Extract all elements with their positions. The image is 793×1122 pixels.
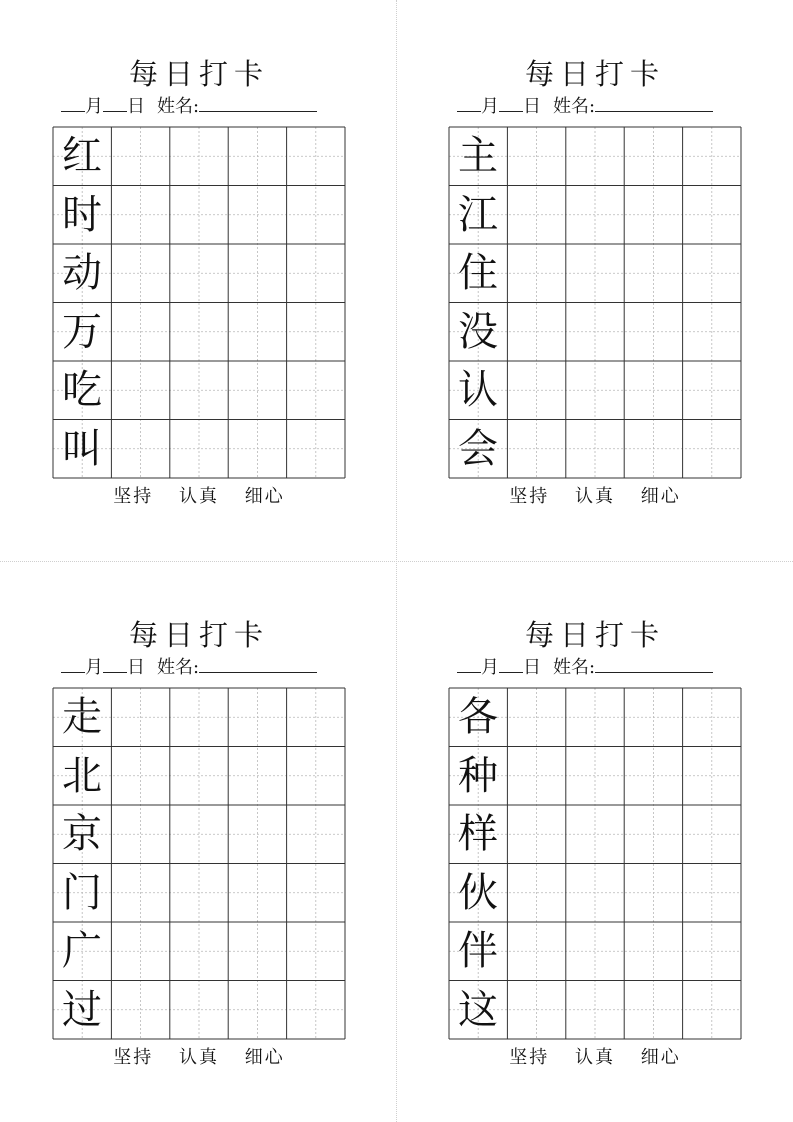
model-character-5: 伴	[458, 928, 498, 974]
name-blank[interactable]	[199, 654, 317, 673]
model-character-5: 认	[458, 367, 498, 413]
month-blank[interactable]	[61, 93, 85, 112]
card-title: 每日打卡	[128, 618, 269, 652]
month-label: 月	[85, 657, 103, 678]
model-character-3: 动	[62, 250, 102, 296]
model-character-3: 样	[458, 811, 498, 857]
day-blank[interactable]	[103, 93, 127, 112]
practice-card-3	[53, 561, 345, 1068]
month-blank[interactable]	[61, 654, 85, 673]
model-character-1: 红	[62, 133, 102, 179]
model-character-1: 走	[62, 694, 102, 740]
model-character-5: 吃	[62, 367, 102, 413]
model-character-2: 种	[458, 752, 498, 799]
name-label: 姓名:	[553, 657, 596, 678]
motto-persist: 坚持	[509, 486, 550, 507]
motto-row	[449, 1044, 741, 1072]
day-blank[interactable]	[499, 654, 523, 673]
practice-card-4	[449, 561, 741, 1068]
month-label: 月	[85, 96, 103, 117]
motto-serious: 认真	[179, 486, 219, 507]
model-character-1: 主	[458, 133, 498, 179]
model-character-6: 这	[458, 986, 498, 1033]
month-label: 月	[481, 96, 499, 117]
day-blank[interactable]	[499, 93, 523, 112]
motto-careful: 细心	[640, 1047, 681, 1068]
date-name-row	[61, 654, 317, 682]
motto-serious: 认真	[575, 486, 615, 507]
motto-persist: 坚持	[113, 486, 154, 507]
model-character-4: 门	[62, 869, 102, 916]
date-name-row	[457, 654, 713, 682]
model-character-4: 伙	[458, 869, 498, 916]
model-character-2: 江	[458, 191, 498, 238]
model-character-6: 叫	[62, 425, 102, 472]
writing-grid[interactable]	[449, 688, 741, 1039]
name-blank[interactable]	[595, 93, 713, 112]
month-label: 月	[481, 657, 499, 678]
model-character-1: 各	[458, 694, 498, 740]
motto-serious: 认真	[575, 1047, 615, 1068]
motto-persist: 坚持	[113, 1047, 154, 1068]
model-character-5: 广	[62, 928, 102, 974]
model-character-4: 万	[62, 308, 102, 355]
name-blank[interactable]	[199, 93, 317, 112]
writing-grid[interactable]	[53, 127, 345, 478]
motto-row	[53, 483, 345, 511]
model-character-2: 时	[62, 191, 102, 238]
model-character-6: 会	[458, 425, 498, 472]
day-blank[interactable]	[103, 654, 127, 673]
model-character-3: 京	[62, 811, 102, 857]
day-label: 日	[127, 96, 145, 117]
motto-careful: 细心	[244, 1047, 285, 1068]
model-character-6: 过	[62, 986, 102, 1033]
card-title: 每日打卡	[524, 618, 665, 652]
motto-serious: 认真	[179, 1047, 219, 1068]
name-blank[interactable]	[595, 654, 713, 673]
day-label: 日	[523, 657, 541, 678]
motto-careful: 细心	[244, 486, 285, 507]
writing-grid[interactable]	[53, 688, 345, 1039]
motto-row	[449, 483, 741, 511]
card-title: 每日打卡	[524, 57, 665, 91]
card-title: 每日打卡	[128, 57, 269, 91]
date-name-row	[457, 93, 713, 121]
practice-card-1	[53, 0, 345, 507]
month-blank[interactable]	[457, 93, 481, 112]
name-label: 姓名:	[157, 657, 200, 678]
model-character-2: 北	[62, 752, 102, 799]
writing-grid[interactable]	[449, 127, 741, 478]
name-label: 姓名:	[553, 96, 596, 117]
model-character-3: 住	[458, 250, 498, 296]
model-character-4: 没	[458, 308, 498, 355]
day-label: 日	[523, 96, 541, 117]
name-label: 姓名:	[157, 96, 200, 117]
motto-careful: 细心	[640, 486, 681, 507]
motto-persist: 坚持	[509, 1047, 550, 1068]
motto-row	[53, 1044, 345, 1072]
date-name-row	[61, 93, 317, 121]
month-blank[interactable]	[457, 654, 481, 673]
practice-card-2	[449, 0, 741, 507]
day-label: 日	[127, 657, 145, 678]
